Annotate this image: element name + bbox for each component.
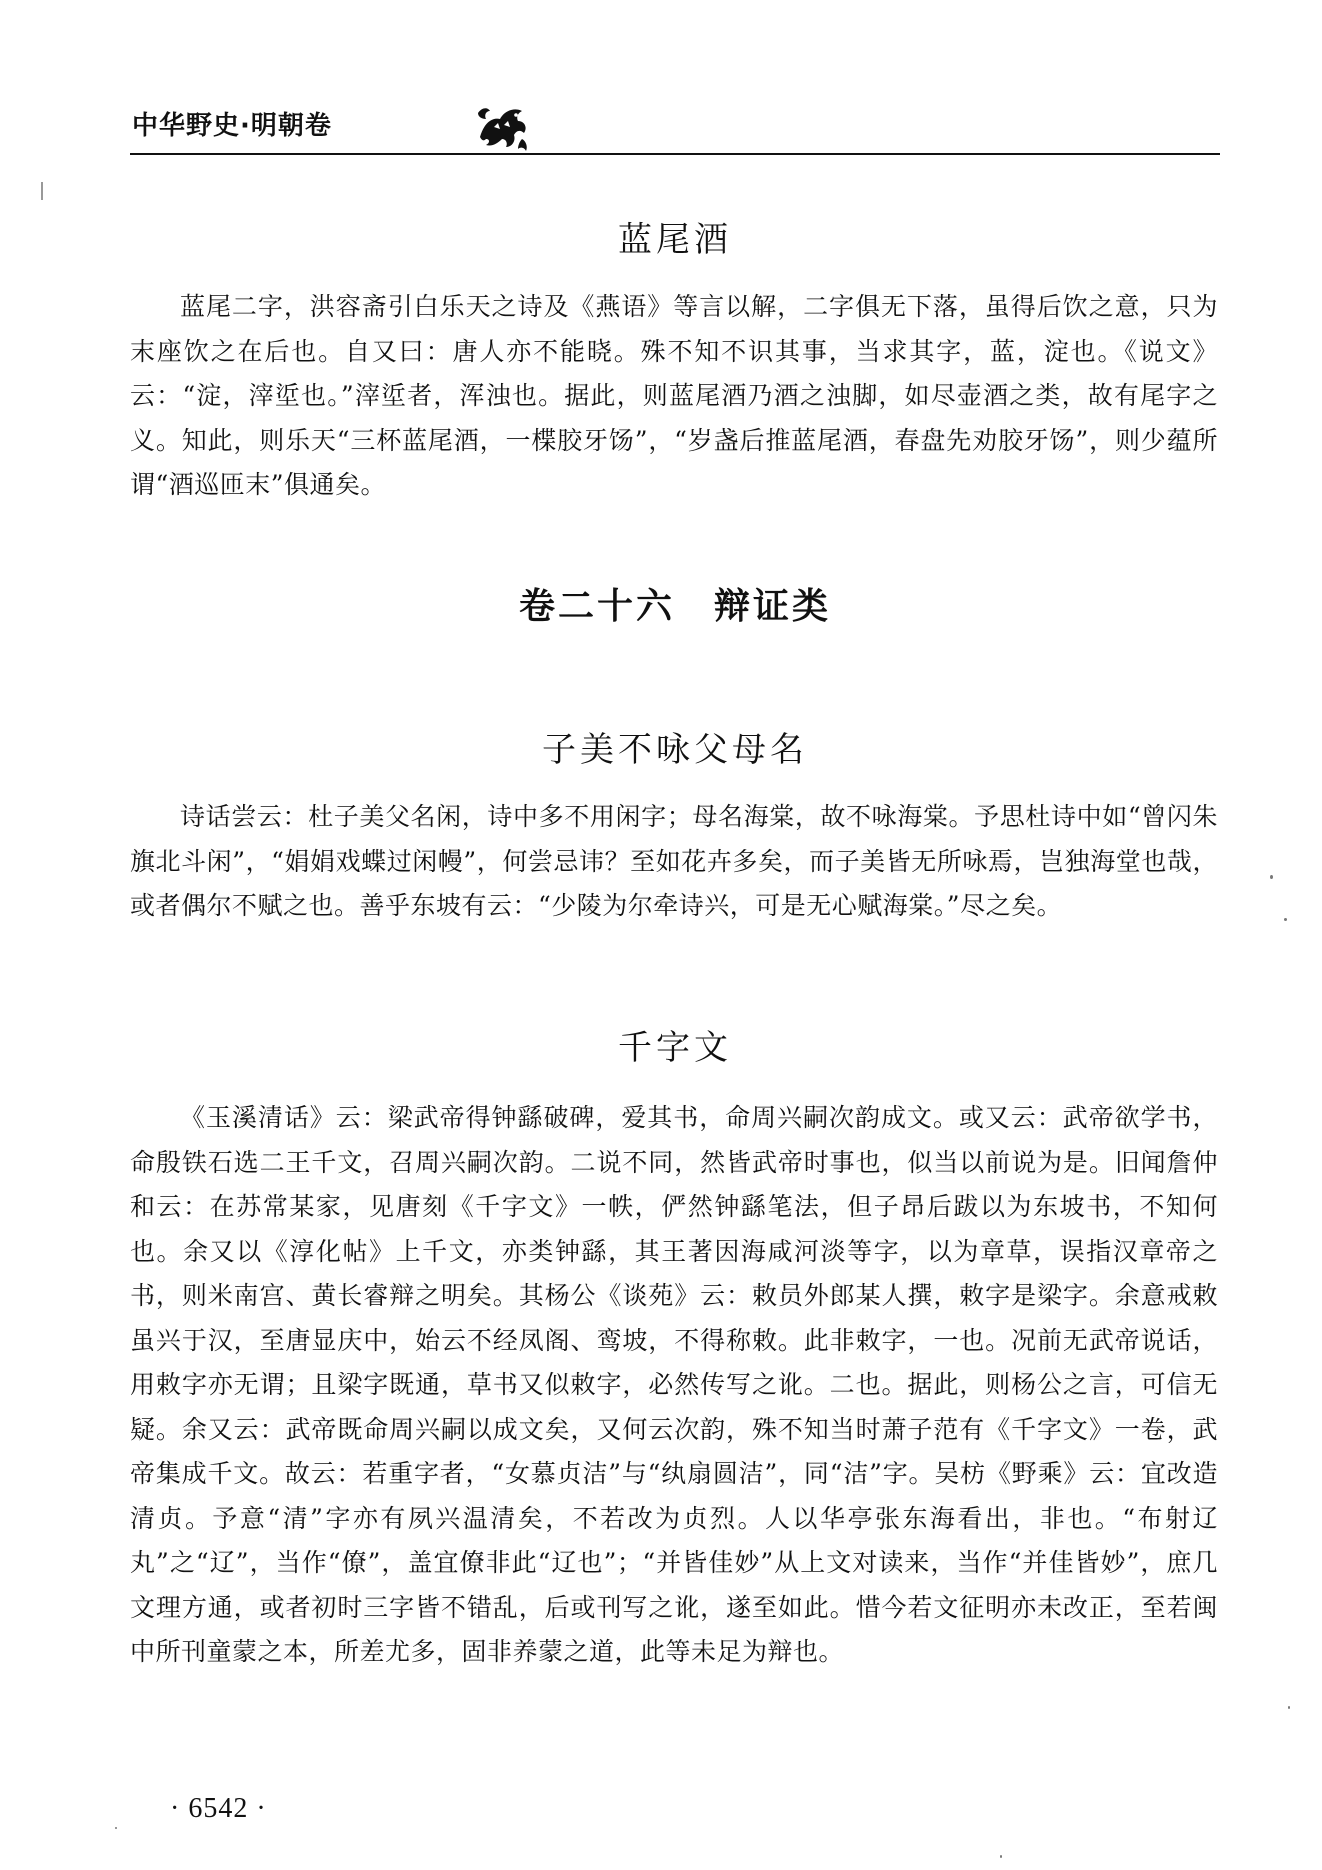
section-title: 子美不咏父母名: [542, 730, 808, 770]
header-rule: [130, 153, 1220, 155]
scan-speck: [1000, 1855, 1002, 1858]
margin-mark: [41, 182, 43, 200]
section-body: 《玉溪清话》云：梁武帝得钟繇破碑，爱其书，命周兴嗣次韵成文。或又云：武帝欲学书，命殷铁石选二王千文，召周兴嗣次韵。二说不同，然皆武帝时事也，似当以前说为是。旧闻詹仲和云：在苏常某家，见唐刻《千字文》一帙，俨然钟繇笔法，但子昂后跋以为东坡书，不知何也。余又以《淳化帖》上千文，亦类钟繇，其王著因海咸河淡等字，以为章草，误指汉章帝之书，则米南宫、黄长睿辩之明矣。其杨公《谈苑》云：敕员外郎某人撰，敕字是梁字。余意戒敕虽兴于汉，至唐显庆中，始云不经凤阁、鸾坡，不得称敕。此非敕字，一也。况前无武帝说话，用敕字亦无谓；且梁字既通，草书又似敕字，必然传写之讹。二也。据此，则杨公之言，可信无疑。余又云：武帝既命周兴嗣以成文矣，又何云次韵，殊不知当时萧子范有《千字文》一卷，武帝集成千文。故云：若重字者，“女慕贞洁”与“纨扇圆洁”，同“洁”字。吴枋《野乘》云：宜改造清贞。予意“清”字亦有夙兴温清矣，不若改为贞烈。人以华亭张东海看出，非也。“布射辽丸”之“辽”，当作“僚”，盖宜僚非此“辽也”；“并皆佳妙”从上文对读来，当作“并佳皆妙”，庶几文理方通，或者初时三字皆不错乱，后或刊写之讹，遂至如此。惜今若文征明亦未改正，至若闽中所刊童蒙之本，所差尤多，固非养蒙之道，此等未足为辩也。: [130, 1103, 1218, 1666]
scan-speck: [115, 1827, 117, 1829]
section-title: 千字文: [618, 1028, 732, 1068]
scan-speck: [1288, 1706, 1290, 1709]
section-body: 诗话尝云：杜子美父名闲，诗中多不用闲字；母名海棠，故不咏海棠。予思杜诗中如“曾闪朱旗北斗闲”，“娟娟戏蝶过闲幔”，何尝忌讳？至如花卉多矣，而子美皆无所咏焉，岂独海堂也哉，或者偶尔不赋之也。善乎东坡有云：“少陵为尔牵诗兴，可是无心赋海棠。”尽之矣。: [130, 802, 1218, 920]
section-title: 蓝尾酒: [618, 220, 732, 260]
scan-speck: [1270, 875, 1273, 879]
running-header: [130, 95, 1220, 155]
series-title: 中华野史·明朝卷: [132, 111, 332, 141]
section-body: 蓝尾二字，洪容斋引白乐天之诗及《燕语》等言以解，二字俱无下落，虽得后饮之意，只为末座饮之在后也。自又曰：唐人亦不能晓。殊不知不识其事，当求其字，蓝，淀也。《说文》云：“淀，滓垽也。”滓垽者，浑浊也。据此，则蓝尾酒乃酒之浊脚，如尽壶酒之类，故有尾字之义。知此，则乐天“三杯蓝尾酒，一楪胶牙饧”，“岁盏后推蓝尾酒，春盘先劝胶牙饧”，则少蕴所谓“酒巡匝末”俱通矣。: [130, 292, 1218, 499]
dragon-emblem-icon: [470, 93, 534, 157]
chapter-title: 卷二十六 辩证类: [518, 586, 831, 627]
scan-speck: [1284, 918, 1287, 921]
page-number: · 6542 ·: [170, 1793, 267, 1824]
